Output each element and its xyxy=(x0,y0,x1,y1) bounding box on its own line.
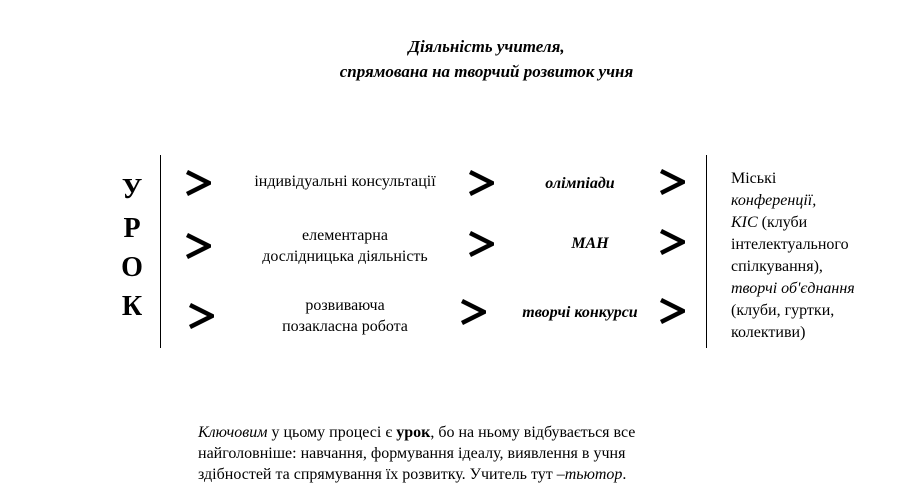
lesson-letter: О xyxy=(121,252,143,283)
activity-row-3 xyxy=(225,295,465,337)
summary-key-word: Ключовим xyxy=(198,424,268,441)
chevron-right-icon xyxy=(659,229,685,255)
lesson-letter: У xyxy=(121,174,143,205)
chevron-right-icon xyxy=(185,233,211,259)
summary-text: у цьому процесі є xyxy=(267,424,397,441)
lesson-letter: К xyxy=(121,291,143,322)
outcome-text: конференції, xyxy=(731,192,817,209)
chevron-right-icon xyxy=(460,299,486,325)
outcome-text: КІС xyxy=(731,214,758,231)
activity-text: індивідуальні консультації xyxy=(254,173,436,190)
chevron-right-icon xyxy=(659,298,685,324)
activity-text: дослідницька діяльність xyxy=(262,248,428,265)
outcome-text: колективи) xyxy=(731,324,806,341)
activity-text: позакласна робота xyxy=(282,318,408,335)
activity-row-1 xyxy=(230,171,460,192)
right-divider xyxy=(706,155,707,348)
title-line-1: Діяльність учителя, xyxy=(408,37,565,56)
outcome-text: інтелектуального xyxy=(731,236,849,253)
summary-text: найголовніше: навчання, формування ідеалу, виявлення в учня xyxy=(198,445,626,462)
summary-text: . xyxy=(622,466,627,483)
title-line-2: спрямована на творчий розвиток учня xyxy=(339,62,634,81)
left-divider xyxy=(160,155,161,348)
summary-tutor-word: тьютор xyxy=(564,466,623,483)
chevron-right-icon xyxy=(185,170,211,196)
summary-lesson-word: урок xyxy=(396,424,431,441)
chevron-right-icon xyxy=(659,169,685,195)
chevron-right-icon xyxy=(468,231,494,257)
activity-row-2 xyxy=(225,225,465,267)
outcome-text: (клуби, гуртки, xyxy=(731,302,835,319)
result-row-1: олімпіади xyxy=(545,175,615,192)
outcome-text: творчі об'єднання xyxy=(731,280,855,297)
lesson-letter: Р xyxy=(123,213,141,244)
result-row-2: МАН xyxy=(571,235,609,252)
summary-paragraph xyxy=(198,422,758,485)
outcome-text: Міські xyxy=(731,170,777,187)
chevron-right-icon xyxy=(468,170,494,196)
activity-text: елементарна xyxy=(302,227,388,244)
outcomes-block xyxy=(731,168,891,344)
outcome-text: (клуби xyxy=(757,214,808,231)
summary-text: здібностей та спрямування їх розвитку. Учитель тут – xyxy=(198,466,565,483)
summary-text: , бо на ньому відбувається все xyxy=(430,424,636,441)
activity-text: розвиваюча xyxy=(305,297,385,314)
outcome-text: спілкування), xyxy=(731,258,823,275)
lesson-vertical-label xyxy=(112,170,152,326)
chevron-right-icon xyxy=(188,303,214,329)
result-row-3: творчі конкурси xyxy=(522,304,638,321)
